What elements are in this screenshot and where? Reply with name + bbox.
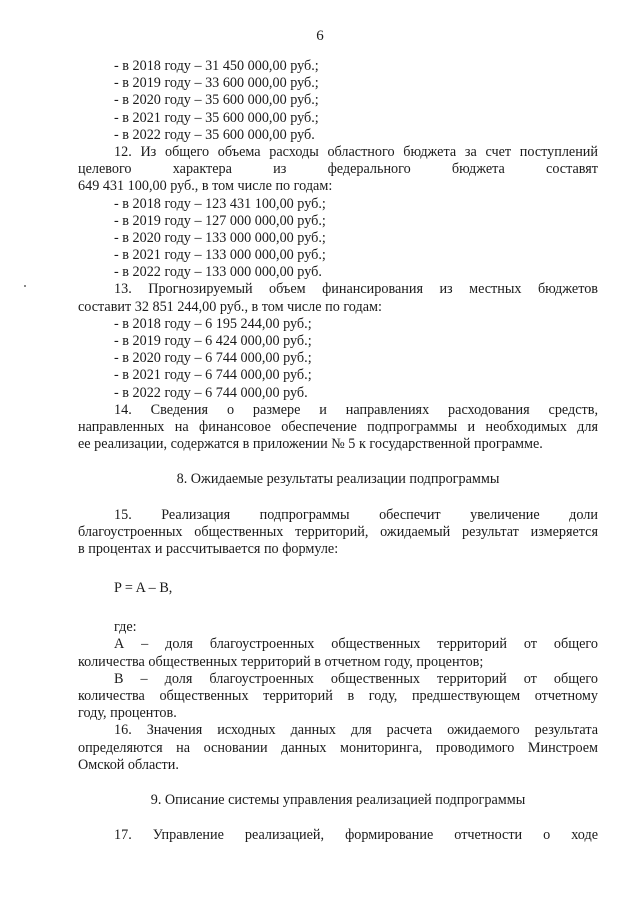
paragraph-12-line-2: целевого характера из федерального бюджета составят — [78, 161, 598, 178]
local-line-2021: - в 2021 году – 6 744 000,00 руб.; — [114, 367, 312, 384]
paragraph-13-line-2: составит 32 851 244,00 руб., в том числе по годам: — [78, 298, 382, 315]
formula: P = A – B, — [114, 580, 173, 597]
where-label: где: — [114, 619, 137, 636]
funding-line-2019: - в 2019 году – 33 600 000,00 руб.; — [114, 75, 319, 92]
section-9-heading: 9. Описание системы управления реализацией подпрограммы — [150, 791, 526, 808]
paragraph-15-line-2: благоустроенных общественных территорий, ожидаемый результат измеряется — [78, 523, 598, 540]
paragraph-16-line-2: определяются на основании данных мониторинга, проводимого Минстроем — [78, 739, 598, 756]
paragraph-16-line-3: Омской области. — [78, 756, 179, 773]
local-line-2022: - в 2022 году – 6 744 000,00 руб. — [114, 384, 308, 401]
local-line-2020: - в 2020 году – 6 744 000,00 руб.; — [114, 350, 312, 367]
funding-line-2022: - в 2022 году – 35 600 000,00 руб. — [114, 126, 315, 143]
document-body — [78, 58, 598, 844]
funding-line-2021: - в 2021 году – 35 600 000,00 руб.; — [114, 109, 319, 126]
paragraph-13-line-1: 13. Прогнозируемый объем финансирования из местных бюджетов — [114, 281, 598, 298]
local-line-2019: - в 2019 году – 6 424 000,00 руб.; — [114, 333, 312, 349]
federal-line-2022: - в 2022 году – 133 000 000,00 руб. — [114, 264, 322, 281]
paragraph-17-line-1: 17. Управление реализацией, формирование отчетности о ходе — [114, 827, 598, 844]
definition-b-line-1: В – доля благоустроенных общественных территорий от общего — [114, 670, 598, 687]
margin-speck — [24, 285, 26, 287]
paragraph-12-line-3: 649 431 100,00 руб., в том числе по годам: — [78, 178, 333, 195]
paragraph-14-line-1: 14. Сведения о размере и направлениях расходования средств, — [114, 401, 598, 418]
paragraph-15-line-3: в процентах и рассчитывается по формуле: — [78, 540, 339, 557]
page-number: 6 — [316, 28, 324, 44]
definition-a-line-2: количества общественных территорий в отчетном году, процентов; — [78, 653, 484, 670]
section-8-heading: 8. Ожидаемые результаты реализации подпрограммы — [176, 471, 500, 488]
paragraph-14-line-3: ее реализации, содержатся в приложении № 5 к государственной программе. — [78, 436, 543, 453]
paragraph-15-line-1: 15. Реализация подпрограммы обеспечит увеличение доли — [114, 506, 598, 523]
funding-line-2018: - в 2018 году – 31 450 000,00 руб.; — [114, 58, 319, 74]
local-line-2018: - в 2018 году – 6 195 244,00 руб.; — [114, 315, 312, 332]
funding-line-2020: - в 2020 году – 35 600 000,00 руб.; — [114, 92, 319, 109]
paragraph-12-line-1: 12. Из общего объема расходы областного бюджета за счет поступлений — [114, 143, 598, 160]
federal-line-2021: - в 2021 году – 133 000 000,00 руб.; — [114, 247, 326, 264]
paragraph-14-line-2: направленных на финансовое обеспечение подпрограммы и необходимых для — [78, 418, 598, 435]
federal-line-2020: - в 2020 году – 133 000 000,00 руб.; — [114, 229, 326, 246]
definition-b-line-2: количества общественных территорий в году, предшествующем отчетному — [78, 688, 598, 704]
federal-line-2019: - в 2019 году – 127 000 000,00 руб.; — [114, 212, 326, 229]
definition-a-line-1: А – доля благоустроенных общественных территорий от общего — [114, 636, 598, 653]
definition-b-line-3: году, процентов. — [78, 705, 177, 722]
federal-line-2018: - в 2018 году – 123 431 100,00 руб.; — [114, 195, 326, 212]
paragraph-16-line-1: 16. Значения исходных данных для расчета ожидаемого результата — [114, 722, 598, 739]
